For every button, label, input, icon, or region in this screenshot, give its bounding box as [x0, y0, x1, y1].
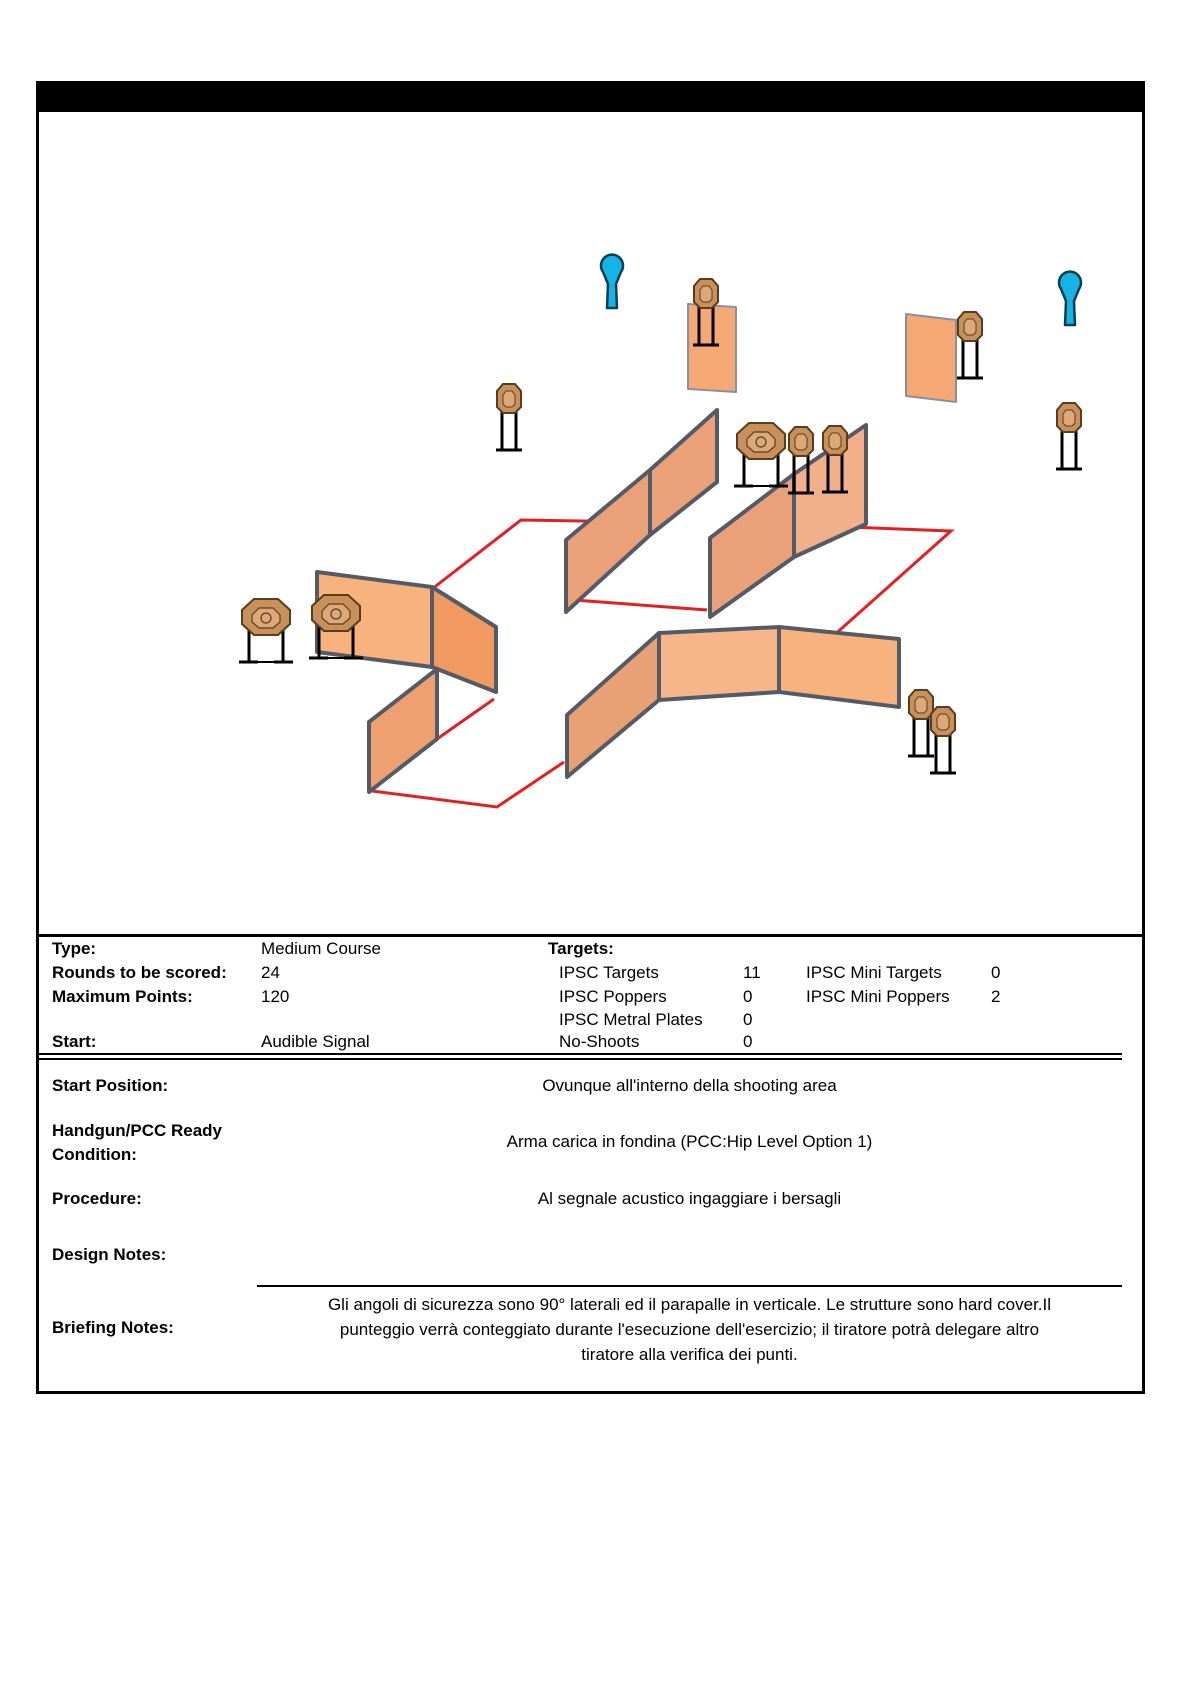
mini-popper-label: IPSC Mini Poppers: [806, 987, 950, 1006]
start-label: Start:: [52, 1032, 97, 1051]
walls: [317, 304, 956, 792]
stage-diagram: [39, 112, 1142, 934]
mini-popper-icon: [601, 255, 623, 308]
briefing-notes-line: punteggio verrà conteggiato durante l'esecuzione dell'esercizio; il tiratore potrà delegare altro: [339, 1320, 1040, 1339]
divider-double-top: [39, 1053, 1122, 1055]
type-label: Type:: [52, 939, 97, 958]
ready-condition-value: Arma carica in fondina (PCC:Hip Level Option 1): [506, 1132, 873, 1151]
start-position-value: Ovunque all'interno della shooting area: [542, 1076, 837, 1095]
design-notes-label: Design Notes:: [52, 1245, 167, 1264]
ipsc-target-icon: [930, 707, 956, 773]
rounds-label: Rounds to be scored:: [52, 963, 227, 982]
ipsc-target-icon: [957, 312, 983, 378]
target-type-label: IPSC Poppers: [559, 987, 667, 1006]
start-position-label: Start Position:: [52, 1076, 169, 1095]
target-type-count: 0: [743, 987, 753, 1006]
briefing-notes-line: tiratore alla verifica dei punti.: [581, 1345, 798, 1364]
design-notes-divider: [257, 1285, 1122, 1287]
ipsc-target-icon: [734, 423, 788, 486]
mini-popper-count: 2: [991, 987, 1001, 1006]
procedure-label: Procedure:: [52, 1189, 142, 1208]
targets-heading: Targets:: [548, 939, 614, 958]
stage-info: [39, 934, 1142, 1391]
ipsc-target-icon: [1056, 403, 1082, 469]
mini-poppers: [601, 255, 1081, 325]
max-points-label: Maximum Points:: [52, 987, 193, 1006]
stage-sheet: [36, 81, 1145, 1394]
target-type-count: 0: [743, 1010, 753, 1029]
target-type-label: No-Shoots: [559, 1032, 640, 1051]
target-type-count: 11: [743, 963, 761, 982]
mini-target-label: IPSC Mini Targets: [806, 963, 942, 982]
briefing-notes-label: Briefing Notes:: [52, 1318, 174, 1337]
start-value: Audible Signal: [261, 1032, 370, 1051]
rounds-value: 24: [261, 963, 280, 982]
mini-target-count: 0: [991, 963, 1001, 982]
target-type-count: 0: [743, 1032, 753, 1051]
ipsc-target-icon: [239, 599, 293, 662]
ready-condition-label: Handgun/PCC Ready: [52, 1121, 223, 1140]
target-type-label: IPSC Metral Plates: [559, 1010, 703, 1029]
divider-double-bottom: [39, 1058, 1122, 1060]
target-type-label: IPSC Targets: [559, 963, 659, 982]
mini-popper-icon: [1059, 272, 1081, 325]
briefing-notes-line: Gli angoli di sicurezza sono 90° laterali ed il parapalle in verticale. Le strutture sono hard cover.Il: [327, 1295, 1052, 1314]
ipsc-target-icon: [496, 384, 522, 450]
max-points-value: 120: [261, 987, 290, 1006]
procedure-value: Al segnale acustico ingaggiare i bersagli: [537, 1189, 842, 1208]
ready-condition-label-line2: Condition:: [52, 1145, 137, 1164]
type-value: Medium Course: [261, 939, 381, 958]
title-bar: [39, 84, 1142, 112]
